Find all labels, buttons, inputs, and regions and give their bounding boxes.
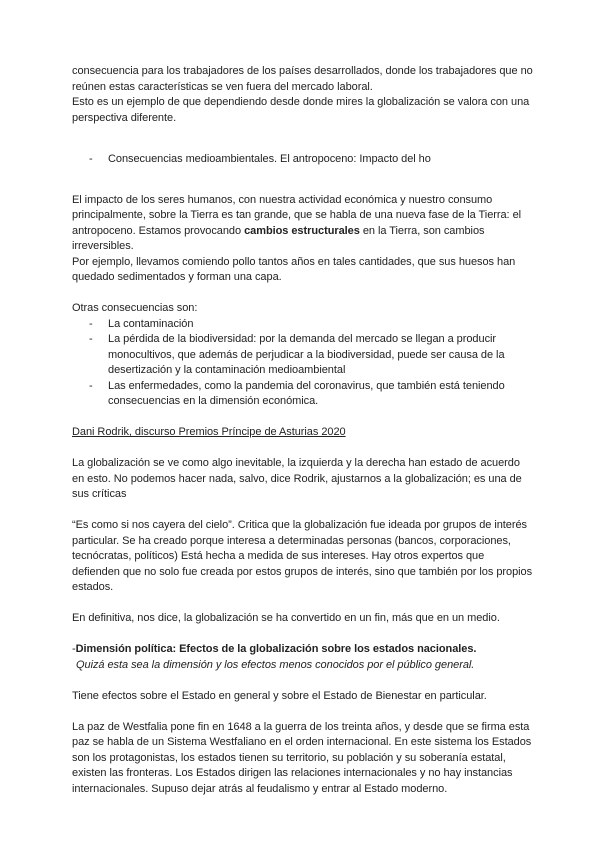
bullet-list-medioambientales — [72, 152, 534, 168]
heading-bold-text: Dimensión política: Efectos de la globalización sobre los estados nacionales. — [75, 643, 477, 655]
paragraph-westfalia: La paz de Westfalia pone fin en 1648 a la guerra de los treinta años, y desde que se firma esta paz se habla de un Sistema Westfaliano en el orden internacional. En este sistema los Estados son los protagonistas, los estados tienen su territorio, su población y su soberanía estatal, existen las fronteras. Los Estados dirigen las relaciones internacionales y no hay instancias internacionales. Supuso dejar atrás al feudalismo y entrar al Estado moderno. — [72, 720, 532, 795]
paragraph-trabajadores: consecuencia para los trabajadores de los países desarrollados, donde los trabajadores que no reúnen estas características se ven fuera del mercado laboral. — [72, 65, 533, 93]
paragraph-definitiva: En definitiva, nos dice, la globalización se ha convertido en un fin, más que en un medio. — [72, 612, 500, 624]
heading-dash: - — [72, 643, 76, 655]
paragraph-perspectiva: Esto es un ejemplo de que dependiendo desde donde mires la globalización se valora con una perspectiva diferente. — [72, 96, 530, 124]
paragraph-inevitable: La globalización se ve como algo inevitable, la izquierda y la derecha han estado de acuerdo en esto. No podemos hacer nada, salvo, dice Rodrik, ajustarnos a la globalización; es una de sus críticas — [72, 457, 522, 500]
otras-consecuencias-title: Otras consecuencias son: — [72, 302, 198, 314]
document-page — [72, 64, 534, 797]
list-item: - La contaminación — [72, 317, 534, 333]
list-item: - La pérdida de la biodiversidad: por la demanda del mercado se llegan a producir monocultivos, que además de perjudicar a la biodiversidad, puede ser causa de la desertización y la contaminación medioambiental — [72, 332, 534, 379]
section-heading — [72, 642, 534, 658]
text-span: en la Tierra, son cambios irreversibles. — [72, 224, 485, 252]
bold-text: cambios estructurales — [244, 224, 360, 237]
paragraph-efectos: Tiene efectos sobre el Estado en general y sobre el Estado de Bienestar en particular. — [72, 689, 487, 702]
otras-consecuencias-list — [72, 317, 534, 410]
paragraph-pollo: Por ejemplo, llevamos comiendo pollo tantos años en tales cantidades, que sus huesos han quedado sedimentados y forman una capa. — [72, 255, 516, 283]
rodrik-link[interactable]: Dani Rodrik, discurso Premios Príncipe de Asturias 2020 — [72, 426, 346, 438]
paragraph-cielo: “Es como si nos cayera del cielo”. Critica que la globalización fue ideada por grupos de interés particular. Se ha creado porque interesa a determinadas personas (bancos, corporaciones, tecnócratas, políticos) Está hecha a medida de sus intereses. Hay otros expertos que defienden que no solo fue creada por estos grupos de interés, sino que también por los propios estados. — [72, 519, 533, 593]
list-item: - Consecuencias medioambientales. El antropoceno: Impacto del ho — [72, 152, 534, 168]
heading-italic-note: Quizá esta sea la dimensión y los efectos menos conocidos por el público general. — [76, 658, 475, 671]
list-item: - Las enfermedades, como la pandemia del coronavirus, que también está teniendo consecuencias en la dimensión económica. — [72, 379, 534, 410]
text-span: El impacto de los seres humanos, con nuestra actividad económica y nuestro consumo principalmente, sobre la Tierra es tan grande, que se habla de una nueva fase de la Tierra: el antropoceno. Estamos provocando — [72, 193, 522, 237]
paragraph-antropoceno — [72, 193, 534, 255]
